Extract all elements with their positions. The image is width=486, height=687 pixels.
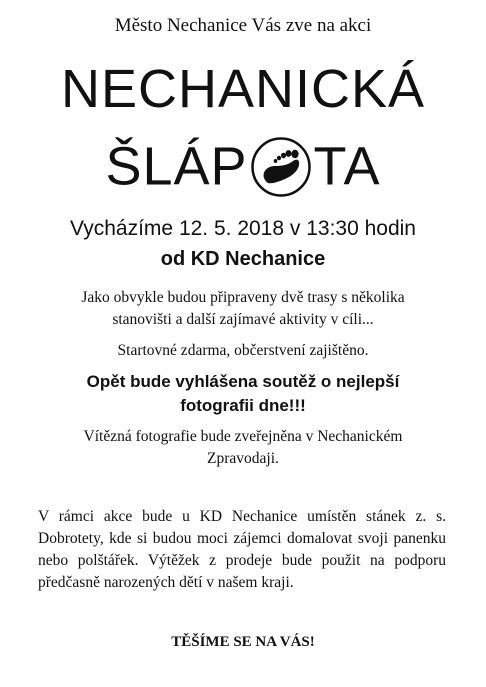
winner-line-1: Vítězná fotografie bude zveřejněna v Nechanickém xyxy=(83,428,403,445)
photo-contest-heading xyxy=(30,370,456,418)
entry-paragraph: Startovné zdarma, občerstvení zajištěno. xyxy=(117,342,369,359)
winner-line-2: Zpravodaji. xyxy=(207,450,279,467)
footprint-icon xyxy=(250,136,312,198)
event-place: od KD Nechanice xyxy=(160,248,326,270)
charity-paragraph: V rámci akce bude u KD Nechanice umístěn stánek z. s. Dobrotety, kde si budou moci zájemci domalovat svoji panenku nebo polštářek. Výtěžek z prodeje bude použit na podporu předčasně narozených dětí v našem kraji. xyxy=(38,508,446,591)
title-line-2-end: TA xyxy=(313,136,381,197)
routes-paragraph xyxy=(40,287,446,331)
title-line-1: NECHANICKÁ xyxy=(60,59,426,119)
routes-line-2: stanovišti a další zajímavé aktivity v cíli... xyxy=(112,311,374,328)
contest-line-1: Opět bude vyhlášena soutěž o nejlepší xyxy=(86,372,400,391)
closing-text: TĚŠÍME SE NA VÁS! xyxy=(171,634,315,650)
title-line-2 xyxy=(0,128,486,202)
contest-line-2: fotografii dne!!! xyxy=(180,396,306,415)
winner-paragraph xyxy=(40,426,446,470)
event-date: Vycházíme 12. 5. 2018 v 13:30 hodin xyxy=(70,217,416,240)
intro-text: Město Nechanice Vás zve na akci xyxy=(114,15,372,36)
routes-line-1: Jako obvykle budou připraveny dvě trasy s několika xyxy=(81,289,405,306)
title-line-2-start: ŠLÁP xyxy=(105,136,248,197)
